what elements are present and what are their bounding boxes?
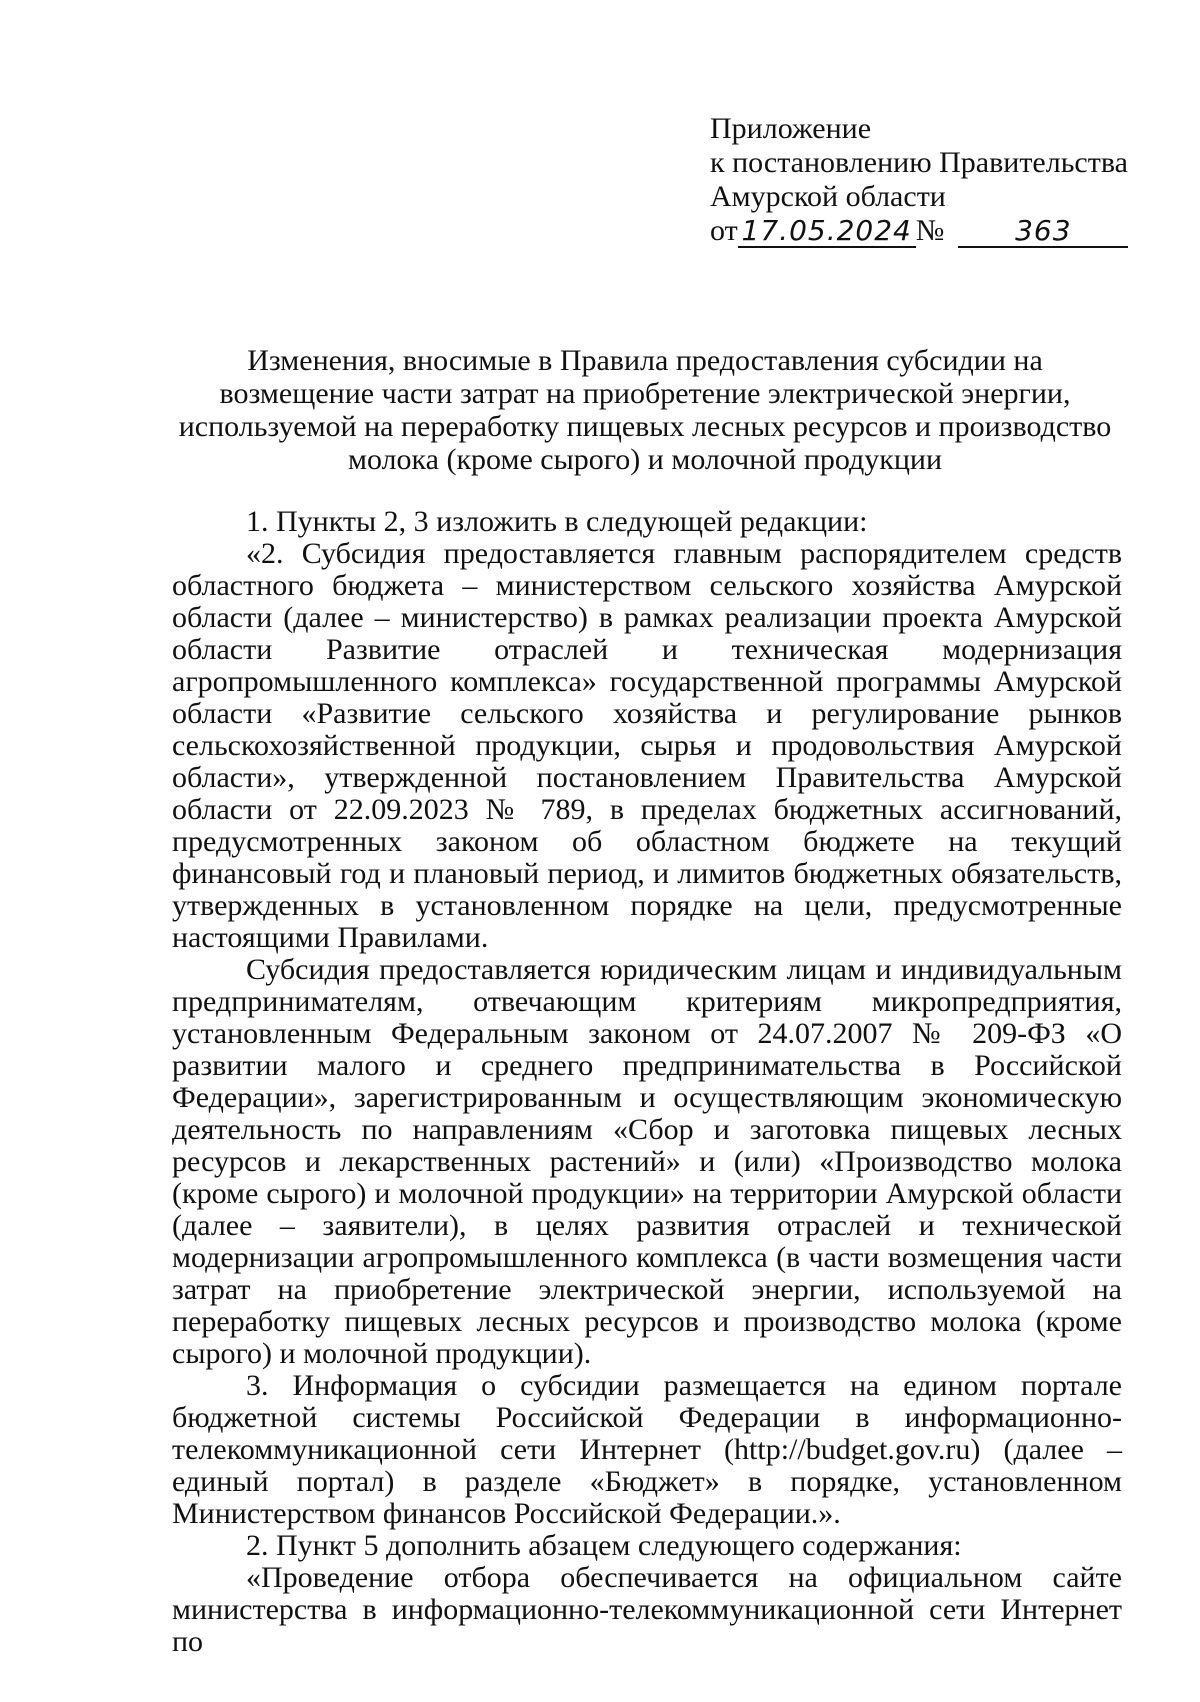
- paragraph-recipients: Субсидия предоставляется юридическим лицам и индивидуальным предпринимателям, отвечающим критериям микропредприятия, установленным Федеральным законом от 24.07.2007 № 209-ФЗ «О развитии малого и среднего предпринимательства в Российской Федерации», зарегистрированным и осуществляющим экономическую деятельность по направлениям «Сбор и заготовка пищевых лесных ресурсов и лекарственных растений» и (или) «Производство молока (кроме сырого) и молочной продукции» на территории Амурской области (далее – заявители), в целях развития отраслей и технической модернизации агропромышленного комплекса (в части возмещения части затрат на приобретение электрической энергии, используемой на переработку пищевых лесных ресурсов и производство молока (кроме сырого) и молочной продукции).: [172, 953, 1122, 1370]
- appendix-reference: к постановлению Правительства: [710, 146, 1128, 179]
- appendix-block: [710, 112, 1150, 248]
- handwritten-date: 17.05.2024: [738, 216, 916, 248]
- paragraph-clause-2: «2. Субсидия предоставляется главным распорядителем средств областного бюджета – министерством сельского хозяйства Амурской области (далее – министерство) в рамках реализации проекта Амурской области Развитие отраслей и техническая модернизация агропромышленного комплекса» государственной программы Амурской области «Развитие сельского хозяйства и регулирование рынков сельскохозяйственной продукции, сырья и продовольствия Амурской области», утвержденной постановлением Правительства Амурской области от 22.09.2023 № 789, в пределах бюджетных ассигнований, предусмотренных законом об областном бюджете на текущий финансовый год и плановый период, и лимитов бюджетных обязательств, утвержденных в установленном порядке на цели, предусмотренные настоящими Правилами.: [172, 537, 1122, 954]
- paragraph-clause-3: 3. Информация о субсидии размещается на едином портале бюджетной системы Российской Федерации в информационно-телекоммуникационной сети Интернет (http://budget.gov.ru) (далее – единый портал) в разделе «Бюджет» в порядке, установленном Министерством финансов Российской Федерации.».: [172, 1369, 1122, 1530]
- appendix-heading: Приложение: [710, 112, 872, 145]
- paragraph-selection: «Проведение отбора обеспечивается на официальном сайте министерства в информационно-телекоммуникационной сети Интернет по: [172, 1561, 1122, 1658]
- paragraph-item-1: 1. Пункты 2, 3 изложить в следующей редакции:: [246, 505, 868, 538]
- handwritten-number: 363: [958, 216, 1128, 248]
- paragraph-item-2: 2. Пункт 5 дополнить абзацем следующего содержания:: [246, 1529, 962, 1562]
- appendix-region: Амурской области: [710, 180, 946, 213]
- date-prefix: от: [710, 214, 738, 247]
- document-body: [172, 506, 1122, 1658]
- appendix-date-line: [710, 214, 1150, 248]
- document-title: Изменения, вносимые в Правила предоставления субсидии на возмещение части затрат на приобретение электрической энергии, используемой на переработку пищевых лесных ресурсов и производство молока (кроме сырого) и молочной продукции: [178, 344, 1112, 476]
- number-prefix: №: [915, 214, 945, 247]
